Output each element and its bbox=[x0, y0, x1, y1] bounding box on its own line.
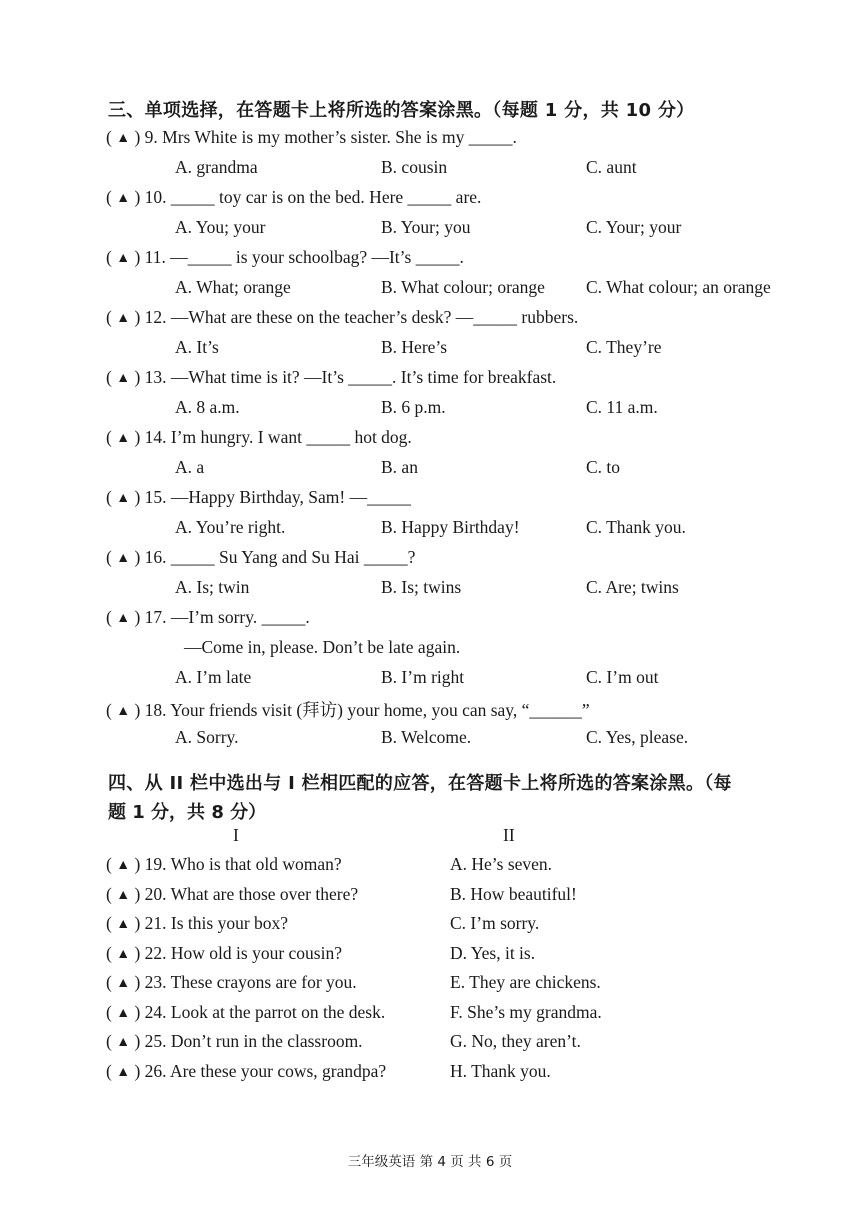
answer-paren-open: ( bbox=[106, 1001, 117, 1022]
question-number-dot: . bbox=[162, 1031, 171, 1051]
question-number-dot: . bbox=[162, 607, 171, 627]
question-9-option-b: B. cousin bbox=[381, 157, 448, 177]
question-number: 17 bbox=[144, 607, 163, 627]
match-answer-f: F. She’s my grandma. bbox=[450, 1001, 602, 1022]
question-17-option-a: A. I’m late bbox=[175, 667, 252, 687]
question-10-option-c: C. Your; your bbox=[586, 217, 682, 237]
question-number-dot: . bbox=[162, 187, 171, 207]
triangle-marker-icon: ▲ bbox=[116, 1005, 131, 1021]
question-number: 16 bbox=[144, 547, 163, 567]
match-question-19 bbox=[106, 854, 342, 875]
question-number: 9 bbox=[144, 127, 154, 147]
answer-paren-close: ) bbox=[130, 547, 145, 567]
triangle-marker-icon: ▲ bbox=[116, 611, 131, 626]
question-number-dot: . bbox=[162, 367, 171, 387]
triangle-marker-icon: ▲ bbox=[116, 491, 131, 506]
answer-paren-open: ( bbox=[106, 700, 117, 720]
answer-paren-open: ( bbox=[106, 1031, 117, 1051]
answer-paren-close: ) bbox=[130, 942, 145, 963]
question-text: _____ Su Yang and Su Hai _____? bbox=[170, 547, 416, 567]
question-18-option-c: C. Yes, please. bbox=[586, 727, 689, 747]
question-number-dot: . bbox=[162, 972, 171, 992]
question-15-option-b: B. Happy Birthday! bbox=[381, 517, 520, 537]
question-text: —Happy Birthday, Sam! —_____ bbox=[170, 487, 411, 507]
question-11-option-c: C. What colour; an orange bbox=[586, 277, 771, 297]
answer-paren-close: ) bbox=[130, 127, 145, 147]
answer-paren-open: ( bbox=[106, 607, 117, 627]
match-question-text: Who is that old woman? bbox=[170, 854, 342, 874]
match-answer-e: E. They are chickens. bbox=[450, 972, 601, 992]
answer-paren-close: ) bbox=[130, 187, 145, 207]
match-question-26 bbox=[106, 1061, 386, 1082]
answer-paren-close: ) bbox=[130, 427, 145, 447]
match-question-text: Are these your cows, grandpa? bbox=[169, 1060, 387, 1081]
answer-paren-open: ( bbox=[106, 1060, 117, 1081]
page-footer: 三年级英语 第 4 页 共 6 页 bbox=[347, 1154, 513, 1170]
question-number: 18 bbox=[144, 700, 163, 720]
answer-paren-open: ( bbox=[106, 913, 117, 933]
question-17-response: —Come in, please. Don’t be late again. bbox=[184, 637, 461, 657]
question-text: —What are these on the teacher’s desk? —_____ rubbers. bbox=[170, 307, 579, 327]
question-number-dot: . bbox=[162, 883, 171, 904]
answer-paren-close: ) bbox=[130, 367, 145, 387]
question-text: —I’m sorry. _____. bbox=[170, 607, 310, 627]
answer-paren-open: ( bbox=[106, 854, 117, 874]
triangle-marker-icon: ▲ bbox=[116, 371, 131, 386]
question-text: —_____ is your schoolbag? —It’s _____. bbox=[170, 247, 464, 267]
question-17-option-b: B. I’m right bbox=[381, 667, 465, 687]
answer-paren-close: ) bbox=[130, 1031, 145, 1051]
answer-paren-open: ( bbox=[106, 883, 117, 904]
question-12-option-c: C. They’re bbox=[586, 337, 662, 357]
answer-paren-close: ) bbox=[130, 247, 145, 267]
question-14 bbox=[106, 427, 412, 448]
question-number-dot: . bbox=[162, 913, 171, 933]
answer-paren-open: ( bbox=[106, 247, 117, 267]
question-number: 14 bbox=[144, 427, 163, 447]
triangle-marker-icon: ▲ bbox=[116, 946, 131, 962]
question-text: —What time is it? —It’s _____. It’s time for breakfast. bbox=[170, 367, 557, 387]
question-11-option-a: A. What; orange bbox=[175, 277, 291, 297]
triangle-marker-icon: ▲ bbox=[116, 431, 131, 446]
answer-paren-close: ) bbox=[130, 854, 145, 874]
answer-paren-close: ) bbox=[130, 972, 145, 992]
answer-paren-open: ( bbox=[106, 547, 117, 567]
question-number: 22 bbox=[144, 942, 163, 963]
question-number: 19 bbox=[144, 854, 163, 874]
match-answer-g: G. No, they aren’t. bbox=[450, 1031, 581, 1051]
answer-paren-open: ( bbox=[106, 367, 117, 387]
section3-heading: 三、单项选择，在答题卡上将所选的答案涂黑。（每题 1 分，共 10 分） bbox=[108, 100, 695, 121]
question-18-option-a: A. Sorry. bbox=[175, 727, 239, 747]
match-question-25 bbox=[106, 1031, 363, 1052]
question-9-option-a: A. grandma bbox=[175, 157, 258, 177]
question-number: 13 bbox=[144, 367, 163, 387]
question-number: 23 bbox=[144, 972, 163, 992]
match-question-23 bbox=[106, 972, 357, 993]
question-number-dot: . bbox=[162, 1060, 170, 1081]
match-answer-h: H. Thank you. bbox=[450, 1060, 551, 1081]
question-number: 26 bbox=[144, 1060, 163, 1081]
answer-paren-close: ) bbox=[130, 913, 145, 933]
question-number-dot: . bbox=[162, 307, 171, 327]
question-text: Your friends visit (拜访) your home, you can say, “______” bbox=[170, 700, 590, 720]
match-question-text: Is this your box? bbox=[170, 913, 289, 933]
question-16-option-a: A. Is; twin bbox=[175, 577, 250, 597]
question-16 bbox=[106, 547, 415, 568]
answer-paren-close: ) bbox=[130, 607, 145, 627]
question-number: 12 bbox=[144, 307, 163, 327]
answer-paren-close: ) bbox=[130, 1060, 145, 1081]
question-11 bbox=[106, 247, 464, 268]
question-13-option-a: A. 8 a.m. bbox=[175, 397, 240, 417]
answer-paren-close: ) bbox=[130, 307, 145, 327]
answer-paren-open: ( bbox=[106, 127, 117, 147]
triangle-marker-icon: ▲ bbox=[116, 551, 131, 566]
match-question-text: Look at the parrot on the desk. bbox=[170, 1001, 386, 1022]
match-question-21 bbox=[106, 913, 288, 934]
question-number: 20 bbox=[144, 883, 163, 904]
question-number: 24 bbox=[144, 1001, 163, 1022]
question-10 bbox=[106, 187, 481, 208]
question-number-dot: . bbox=[162, 700, 171, 720]
triangle-marker-icon: ▲ bbox=[116, 858, 131, 873]
question-number: 21 bbox=[144, 913, 163, 933]
question-18-option-b: B. Welcome. bbox=[381, 727, 472, 747]
answer-paren-close: ) bbox=[130, 487, 145, 507]
question-10-option-b: B. Your; you bbox=[381, 217, 471, 237]
triangle-marker-icon: ▲ bbox=[116, 251, 131, 266]
question-15-option-a: A. You’re right. bbox=[175, 517, 286, 537]
match-question-text: Don’t run in the classroom. bbox=[170, 1031, 363, 1051]
question-16-option-c: C. Are; twins bbox=[586, 577, 679, 597]
question-15-option-c: C. Thank you. bbox=[586, 517, 686, 537]
question-number-dot: . bbox=[161, 247, 171, 267]
column-ii-header: II bbox=[503, 825, 515, 845]
answer-paren-close: ) bbox=[130, 883, 145, 904]
question-text: Mrs White is my mother’s sister. She is my _____. bbox=[162, 127, 517, 147]
triangle-marker-icon: ▲ bbox=[116, 1064, 131, 1080]
question-number: 11 bbox=[144, 247, 162, 267]
match-question-text: How old is your cousin? bbox=[170, 942, 342, 963]
question-16-option-b: B. Is; twins bbox=[381, 577, 462, 597]
question-17 bbox=[106, 607, 310, 628]
triangle-marker-icon: ▲ bbox=[116, 704, 131, 719]
section4-heading-line1: 四、从 II 栏中选出与 I 栏相匹配的应答，在答题卡上将所选的答案涂黑。（每 bbox=[108, 773, 732, 794]
match-answer-b: B. How beautiful! bbox=[450, 883, 577, 904]
question-number: 15 bbox=[144, 487, 163, 507]
question-number-dot: . bbox=[162, 1001, 171, 1022]
question-18 bbox=[106, 697, 590, 722]
question-17-option-c: C. I’m out bbox=[586, 667, 659, 687]
question-text: I’m hungry. I want _____ hot dog. bbox=[170, 427, 412, 447]
triangle-marker-icon: ▲ bbox=[116, 917, 131, 932]
triangle-marker-icon: ▲ bbox=[116, 1035, 131, 1050]
answer-paren-close: ) bbox=[130, 1001, 145, 1022]
question-9-option-c: C. aunt bbox=[586, 157, 637, 177]
question-15 bbox=[106, 487, 411, 508]
match-question-text: What are those over there? bbox=[170, 883, 359, 904]
question-number-dot: . bbox=[162, 427, 171, 447]
question-12-option-b: B. Here’s bbox=[381, 337, 448, 357]
question-number-dot: . bbox=[153, 127, 163, 147]
match-answer-c: C. I’m sorry. bbox=[450, 913, 540, 933]
triangle-marker-icon: ▲ bbox=[116, 131, 131, 146]
question-13 bbox=[106, 367, 556, 388]
question-number: 25 bbox=[144, 1031, 163, 1051]
question-text: _____ toy car is on the bed. Here _____ are. bbox=[170, 187, 482, 207]
match-answer-a: A. He’s seven. bbox=[450, 854, 553, 874]
triangle-marker-icon: ▲ bbox=[116, 976, 131, 991]
triangle-marker-icon: ▲ bbox=[116, 311, 131, 326]
question-number: 10 bbox=[144, 187, 163, 207]
question-number-dot: . bbox=[162, 854, 171, 874]
question-number-dot: . bbox=[162, 547, 171, 567]
answer-paren-open: ( bbox=[106, 187, 117, 207]
question-12-option-a: A. It’s bbox=[175, 337, 219, 357]
question-13-option-c: C. 11 a.m. bbox=[586, 397, 658, 417]
answer-paren-close: ) bbox=[130, 700, 145, 720]
question-13-option-b: B. 6 p.m. bbox=[381, 397, 446, 417]
question-9 bbox=[106, 127, 517, 148]
question-14-option-a: A. a bbox=[175, 457, 205, 477]
match-question-text: These crayons are for you. bbox=[170, 972, 357, 992]
match-answer-d: D. Yes, it is. bbox=[450, 942, 536, 963]
question-12 bbox=[106, 307, 578, 328]
question-number-dot: . bbox=[162, 487, 171, 507]
answer-paren-open: ( bbox=[106, 427, 117, 447]
question-10-option-a: A. You; your bbox=[175, 217, 266, 237]
question-14-option-b: B. an bbox=[381, 457, 418, 477]
question-11-option-b: B. What colour; orange bbox=[381, 277, 545, 297]
triangle-marker-icon: ▲ bbox=[116, 191, 131, 206]
question-14-option-c: C. to bbox=[586, 457, 621, 477]
answer-paren-open: ( bbox=[106, 972, 117, 992]
answer-paren-open: ( bbox=[106, 307, 117, 327]
triangle-marker-icon: ▲ bbox=[116, 887, 131, 903]
column-i-header: I bbox=[233, 825, 239, 845]
answer-paren-open: ( bbox=[106, 487, 117, 507]
section4-heading-line2: 题 1 分，共 8 分） bbox=[108, 802, 267, 823]
match-question-22 bbox=[106, 943, 342, 964]
match-question-20 bbox=[106, 884, 358, 905]
answer-paren-open: ( bbox=[106, 942, 117, 963]
match-question-24 bbox=[106, 1002, 385, 1023]
question-number-dot: . bbox=[162, 942, 171, 963]
